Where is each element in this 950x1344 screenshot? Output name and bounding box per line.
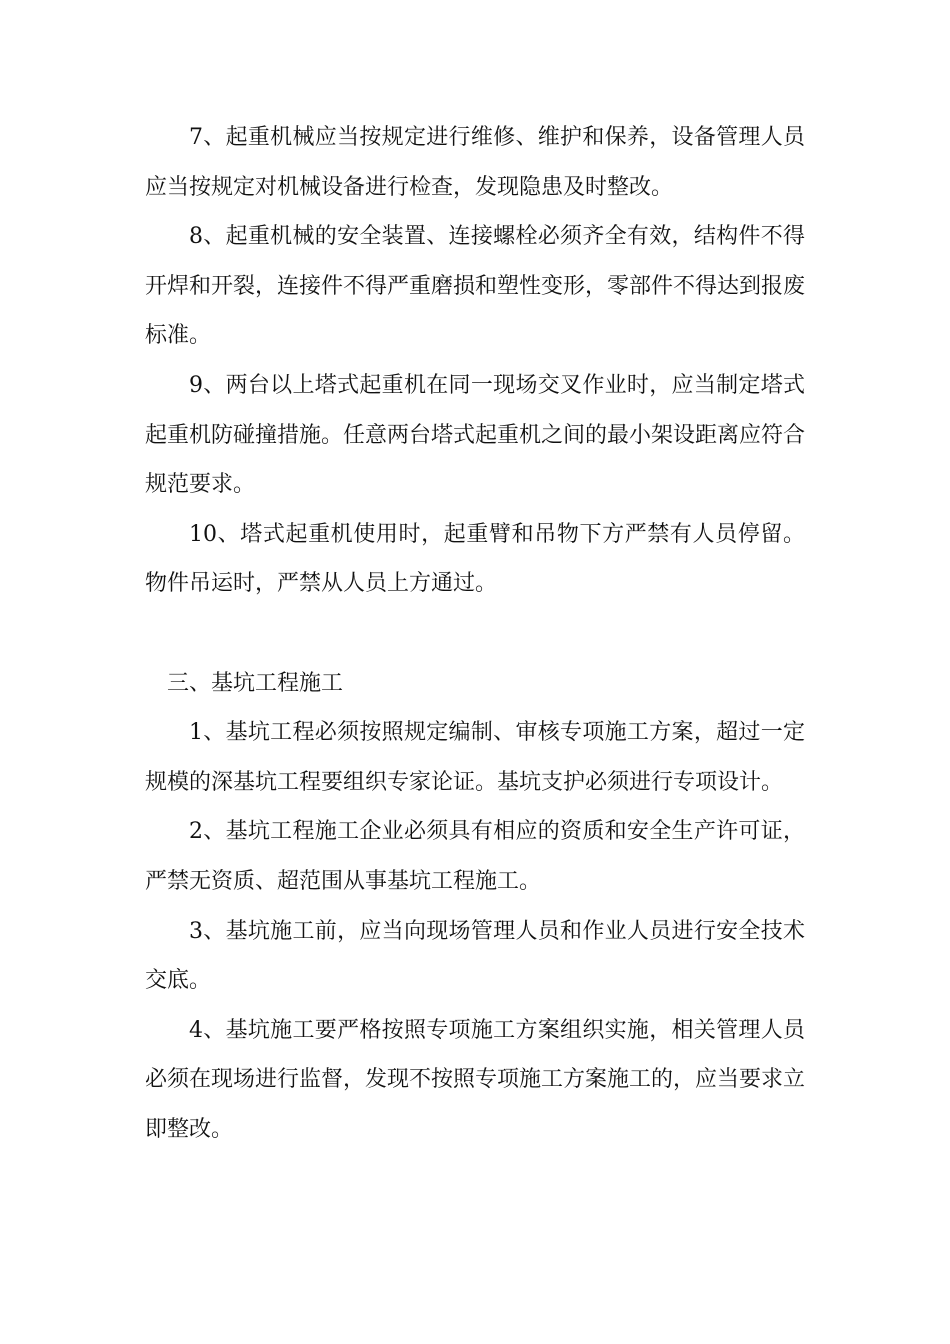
paragraph-item-3: 3、基坑施工前，应当向现场管理人员和作业人员进行安全技术交底。 <box>145 918 805 994</box>
paragraph-item-4: 4、基坑施工要严格按照专项施工方案组织实施，相关管理人员必须在现场进行监督，发现不按照专项施工方案施工的，应当要求立即整改。 <box>145 1017 806 1142</box>
section-heading: 三、基坑工程施工 <box>167 670 344 696</box>
section-spacer <box>145 609 805 659</box>
paragraph-item-1: 1、基坑工程必须按照规定编制、审核专项施工方案，超过一定规模的深基坑工程要组织专家论证。基坑支护必须进行专项设计。 <box>145 720 805 795</box>
paragraph-item-2: 2、基坑工程施工企业必须具有相应的资质和安全生产许可证，严禁无资质、超范围从事基坑工程施工。 <box>145 819 805 894</box>
paragraph-item-10: 10、塔式起重机使用时，起重臂和吊物下方严禁有人员停留。物件吊运时，严禁从人员上方通过。 <box>145 521 805 597</box>
paragraph-item-8: 8、起重机械的安全装置、连接螺栓必须齐全有效，结构件不得开焊和开裂，连接件不得严重磨损和塑性变形，零部件不得达到报废标准。 <box>145 224 806 349</box>
document-body <box>145 113 805 1154</box>
paragraph-item-9: 9、两台以上塔式起重机在同一现场交叉作业时，应当制定塔式起重机防碰撞措施。任意两台塔式起重机之间的最小架设距离应符合规范要求。 <box>145 372 806 498</box>
paragraph-item-7: 7、起重机械应当按规定进行维修、维护和保养，设备管理人员应当按规定对机械设备进行检查，发现隐患及时整改。 <box>145 125 805 200</box>
